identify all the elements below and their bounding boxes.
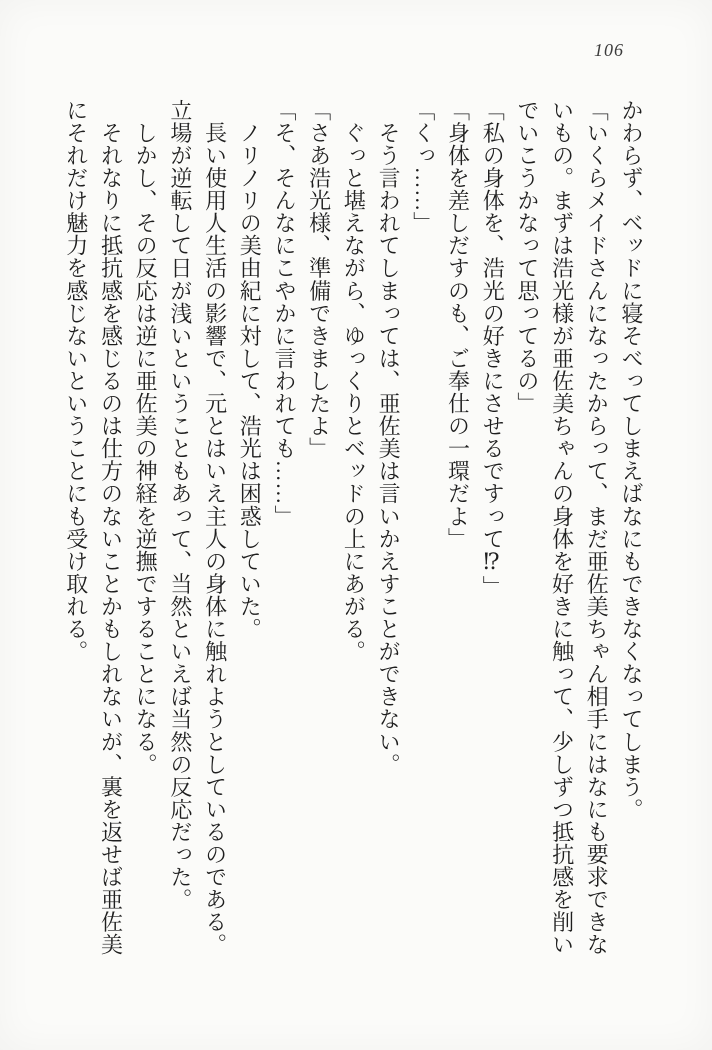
text-column: いもの。まずは浩光様が亜佐美ちゃんの身体を好きに触って、少しずつ抵抗感を削い	[549, 99, 575, 956]
text-column: 「私の身体を、浩光の好きにさせるですって⁉」	[480, 99, 506, 599]
text-column: 「いくらメイドさんになったからって、まだ亜佐美ちゃん相手にはなにも要求できな	[584, 99, 610, 956]
text-column: 立場が逆転して日が浅いということもあって、当然といえば当然の反応だった。	[167, 99, 193, 911]
text-column: しかし、その反応は逆に亜佐美の神経を逆撫ですることになる。	[133, 99, 159, 776]
text-column: 長い使用人生活の影響で、元とはいえ主人の身体に触れようとしているのである。	[202, 99, 228, 956]
text-column: ノリノリの美由紀に対して、浩光は困惑していた。	[237, 99, 263, 641]
text-column: 「そ、そんなにこやかに言われても……」	[271, 99, 297, 528]
text-column: かわらず、ベッドに寝そべってしまえばなにもできなくなってしまう。	[619, 99, 644, 821]
text-column: 「さあ浩光様、準備できましたよ」	[306, 99, 332, 460]
text-column: それなりに抵抗感を感じるのは仕方のないことかもしれないが、裏を返せば亜佐美	[98, 99, 124, 956]
text-column: でいこうかなって思ってるの」	[514, 99, 540, 415]
text-column: 「身体を差しだすのも、ご奉仕の一環だよ」	[445, 99, 471, 550]
text-column: 「くっ……」	[410, 99, 436, 235]
text-column: にそれだけ魅力を感じないということにも受け取れる。	[63, 99, 89, 663]
page-text	[58, 99, 648, 971]
text-column: ぐっと堪えながら、ゆっくりとベッドの上にあがる。	[341, 99, 367, 663]
page-number: 106	[594, 40, 624, 60]
text-column: そう言われてしまっては、亜佐美は言いかえすことができない。	[376, 99, 402, 776]
